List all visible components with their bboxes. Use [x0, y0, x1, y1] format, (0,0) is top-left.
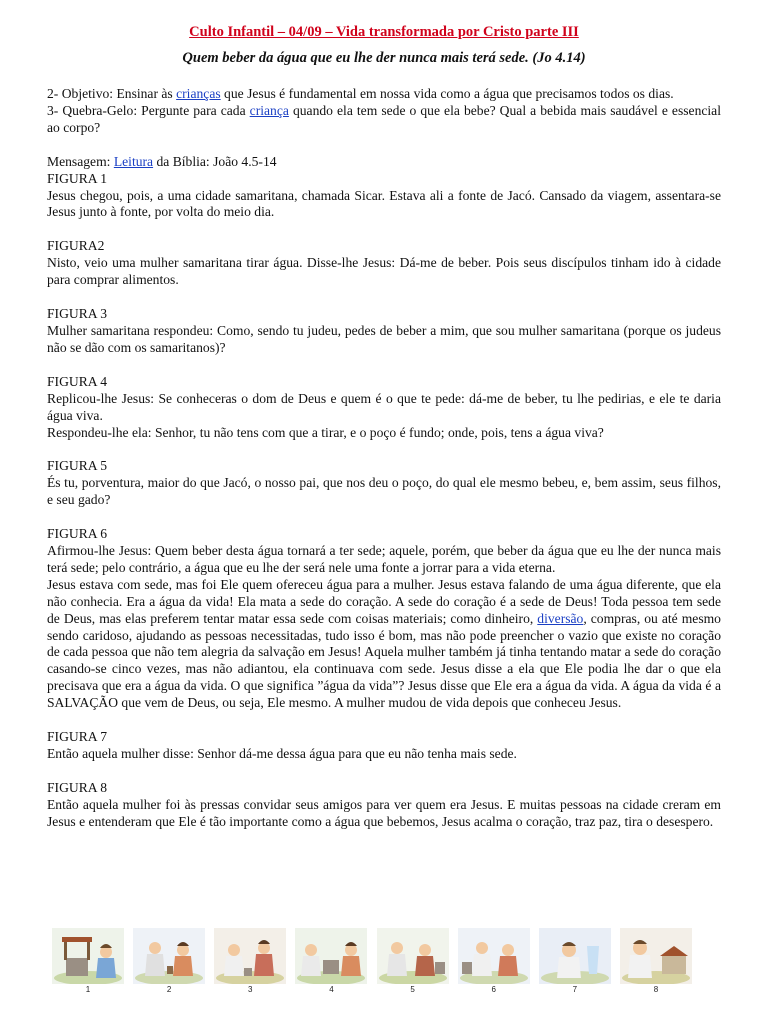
illustration-4-icon — [295, 928, 367, 984]
illustration-6-icon — [458, 928, 530, 984]
objective-paragraph: 2- Objetivo: Ensinar às crianças que Jesus é fundamental em nossa vida como a água que precisamos todos os dias. — [47, 86, 674, 101]
figure-2-label: FIGURA2 — [47, 238, 105, 254]
figure-thumbnail — [295, 928, 367, 994]
figure-6-label: FIGURA 6 — [47, 526, 108, 542]
illustration-7-icon — [539, 928, 611, 984]
figure-thumbnail — [458, 928, 530, 994]
figure-8-label: FIGURA 8 — [47, 779, 108, 795]
illustration-8-icon — [620, 928, 692, 984]
thumbnail-number: 2 — [166, 985, 172, 994]
thumbnail-number: 7 — [572, 985, 578, 994]
figure-1-label: FIGURA 1 — [47, 170, 108, 186]
figure-4-label: FIGURA 4 — [47, 373, 108, 389]
figure-8-text: Então aquela mulher foi às pressas convidar seus amigos para ver quem era Jesus. E muitas pessoas na cidade creram em Jesus e entenderam que Ele é tão importante como a água que bebemos, Jesus acalma o coração, traz paz, tira o desespero. — [47, 796, 721, 829]
figure-thumbnail-strip — [52, 928, 692, 994]
thumbnail-number: 3 — [248, 985, 253, 994]
figure-6-text-1: Afirmou-lhe Jesus: Quem beber desta água tornará a ter sede; aquele, porém, que beber da água que eu lhe der nunca mais terá sede; pelo contrário, a água que eu lhe der será nele uma fonte a jorrar para a vida eterna. — [47, 543, 721, 575]
figure-thumbnail — [133, 928, 205, 994]
figure-thumbnail — [539, 928, 611, 994]
figure-7-label: FIGURA 7 — [47, 729, 108, 745]
icebreaker-paragraph: 3- Quebra-Gelo: Pergunte para cada criança quando ela tem sede o que ela bebe? Qual a bebida mais saudável e essencial ao corpo? — [47, 102, 721, 135]
figure-thumbnail — [52, 928, 124, 994]
crianca-link[interactable]: criança — [249, 102, 289, 118]
document-body — [47, 86, 721, 831]
figure-7-text: Então aquela mulher disse: Senhor dá-me dessa água para que eu não tenha mais sede. — [47, 746, 517, 761]
illustration-5-icon — [377, 928, 449, 984]
document-title: Culto Infantil – 04/09 – Vida transformada por Cristo parte III — [189, 24, 579, 40]
figure-thumbnail — [620, 928, 692, 994]
thumbnail-number: 5 — [410, 985, 415, 994]
diversao-link[interactable]: diversão — [537, 610, 584, 626]
document-subtitle: Quem beber da água que eu lhe der nunca mais terá sede. (Jo 4.14) — [182, 50, 586, 66]
illustration-1-icon — [52, 928, 124, 984]
message-line: Mensagem: Leitura da Bíblia: João 4.5-14 — [47, 153, 277, 169]
figure-3-text: Mulher samaritana respondeu: Como, sendo tu judeu, pedes de beber a mim, que sou mulher samaritana (porque os judeus não se dão com os samaritanos)? — [47, 322, 721, 355]
figure-6-text-2: Jesus estava com sede, mas foi Ele quem ofereceu água para a mulher. Jesus estava falando de uma água diferente, que ela não conhecia. Era a água da vida! Ela mata a sede do coração. A sede do coração é a sede de Deus! Toda pessoa tem sede de Deus, mas elas preferem tentar matar essa sede com coisas materiais; como dinheiro, diversão, compras, ou até mesmo sendo caridoso, ajudando as pessoas necessitadas, tudo isso é bom, mas não pode preencher o vazio que existe no coração de cada pessoa que não tem alegria da salvação em Jesus! Aquela mulher também já tinha tentando matar a sede do coração casando-se cinco vezes, mas não adiantou, ela continuava com sede. Jesus disse a ela que Ele podia lhe dar o que ela precisava que era a água da vida. O que significa ”água da vida”? Jesus disse que Ele era a água da vida. A água da vida é a SALVAÇÃO que vem de Deus, ou seja, Ele mesmo. A mulher mudou de vida depois que conheceu Jesus. — [47, 576, 721, 711]
leitura-link[interactable]: Leitura — [113, 153, 154, 169]
figure-5-text: És tu, porventura, maior do que Jacó, o nosso pai, que nos deu o poço, do qual ele mesmo bebeu, e, bem assim, seus filhos, e seu gado? — [47, 475, 721, 508]
illustration-2-icon — [133, 928, 205, 984]
thumbnail-number: 8 — [653, 985, 659, 994]
figure-2-text: Nisto, veio uma mulher samaritana tirar água. Disse-lhe Jesus: Dá-me de beber. Pois seus discípulos tinham ido à cidade para comprar alimentos. — [47, 255, 721, 288]
figure-3-label: FIGURA 3 — [47, 306, 108, 322]
figure-4-text-2: Respondeu-lhe ela: Senhor, tu não tens com que a tirar, e o poço é fundo; onde, pois, tens a água viva? — [47, 424, 604, 440]
figure-5-label: FIGURA 5 — [47, 458, 108, 474]
criancas-link[interactable]: crianças — [176, 86, 221, 101]
illustration-3-icon — [214, 928, 286, 984]
figure-thumbnail — [377, 928, 449, 994]
figure-thumbnail — [214, 928, 286, 994]
thumbnail-number: 1 — [85, 985, 91, 994]
thumbnail-number: 4 — [329, 985, 334, 994]
figure-4-text-1: Replicou-lhe Jesus: Se conheceras o dom de Deus e quem é o que te pede: dá-me de beber, tu lhe pedirias, e ele te daria água viva. — [47, 390, 721, 423]
thumbnail-number: 6 — [491, 985, 496, 994]
figure-1-text: Jesus chegou, pois, a uma cidade samaritana, chamada Sicar. Estava ali a fonte de Jacó. Cansado da viagem, assentara-se Jesus junto à fonte, por volta do meio dia. — [47, 187, 721, 220]
